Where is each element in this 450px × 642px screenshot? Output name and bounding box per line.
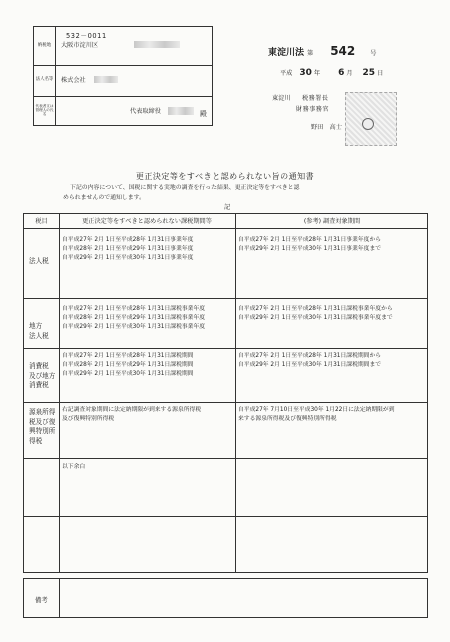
row-reference	[238, 305, 393, 323]
date-day-suffix: 日	[377, 70, 384, 77]
date-year-suffix: 年	[313, 70, 321, 77]
issuer-role-chief: 税務署長	[302, 95, 329, 102]
row-label-line: 得税	[29, 436, 43, 445]
ref-prefix: 東淀川法	[268, 48, 305, 58]
reference-line: 自平成27年 7月10日至平成30年 1月22日に法定納期限が到	[238, 407, 395, 413]
zip-code: 532－0011	[66, 32, 107, 40]
period-line: 自平成28年 2月 1日至平成29年 1月31日事業年度	[62, 245, 194, 252]
date-month-suffix: 月	[346, 70, 353, 77]
row-label-line: 税及び復	[29, 417, 56, 426]
reference-line: 自平成29年 2月 1日至平成30年 1月31日課税期間まで	[238, 361, 382, 368]
taxpayer-address: 大阪市淀川区	[61, 42, 99, 49]
period-line: 自平成28年 2月 1日至平成29年 1月31日課税期間	[62, 361, 194, 368]
row-label-local-corporate-tax	[24, 322, 59, 341]
document-number	[268, 44, 376, 58]
row-label-consumption-tax	[24, 362, 59, 391]
row-label-line: 法人税	[29, 331, 49, 340]
issuer-name: 野田 高士	[311, 124, 342, 131]
body-line-2: められませんので通知します。	[63, 195, 145, 201]
ref-mid: 第	[307, 50, 314, 57]
period-line: 及び復興特別所得税	[62, 415, 115, 422]
row-periods	[62, 236, 193, 263]
redaction-mark	[168, 107, 194, 115]
document-title: 更正決定等をすべきと認められない旨の通知書	[135, 172, 315, 181]
period-line: 自平成27年 2月 1日至平成28年 1月31日課税期間	[62, 353, 194, 359]
seal-mark	[362, 118, 374, 130]
reference-line: 自平成27年 2月 1日至平成28年 1月31日事業年度から	[238, 237, 382, 243]
period-line: 右記調査対象期間に法定納期限が到来する源泉所得税	[62, 407, 202, 413]
representative-title: 代表取締役	[130, 108, 161, 115]
row-label-line: 法人税	[29, 257, 49, 265]
row-label-line: 興特別所	[29, 427, 56, 436]
reference-line: 自平成29年 2月 1日至平成30年 1月31日事業年度まで	[238, 245, 382, 252]
reference-line: 来する源泉所得税及び復興特別所得税	[238, 415, 337, 422]
redaction-mark	[94, 76, 118, 83]
representative-label: 代表者又は管理人の氏名	[34, 96, 56, 126]
taxpayer-address-label: 納税地	[34, 27, 56, 65]
blank-below-marker: 以下余白	[62, 464, 86, 470]
row-periods	[62, 406, 201, 424]
remarks-label: 備考	[35, 596, 48, 604]
ref-suffix: 号	[370, 50, 377, 57]
header-periods: 更正決定等をすべきと認められない課税期間等	[82, 218, 212, 225]
row-label-line: 消費税	[29, 362, 49, 370]
reference-line: 自平成27年 2月 1日至平成28年 1月31日課税期間から	[238, 353, 382, 359]
period-line: 自平成28年 2月 1日至平成29年 1月31日課税事業年度	[62, 314, 206, 321]
row-label-line: 消費税	[29, 381, 49, 390]
ki-mark: 記	[224, 204, 231, 211]
reference-line: 自平成27年 2月 1日至平成28年 1月31日課税事業年度から	[238, 306, 393, 312]
issuer-office: 東淀川	[272, 95, 291, 102]
honorific: 殿	[200, 110, 207, 118]
period-line: 自平成29年 2月 1日至平成30年 1月31日事業年度	[62, 254, 194, 261]
header-reference-period: (参考) 調査対象期間	[303, 218, 361, 225]
row-label-corporate-tax	[24, 257, 59, 267]
period-line: 自平成27年 2月 1日至平成28年 1月31日事業年度	[62, 237, 194, 243]
corp-name-label: 法人名等	[34, 65, 56, 96]
period-line: 自平成29年 2月 1日至平成30年 1月31日課税期間	[62, 370, 194, 377]
issue-date	[280, 68, 383, 78]
row-label-line: 源泉所得	[29, 408, 56, 416]
date-day: 25	[362, 68, 376, 78]
header-tax-item: 税目	[35, 218, 48, 225]
row-periods	[62, 352, 193, 379]
row-reference	[238, 352, 381, 370]
body-line-1: 下記の内容について、国税に関する実地の調査を行った結果、更正決定等をすべきと認	[70, 185, 300, 191]
issuer-role-officer: 財務事務官	[296, 106, 329, 113]
row-label-line: 及び地方	[29, 371, 56, 380]
row-reference	[238, 236, 381, 254]
audit-result-table	[23, 213, 428, 573]
remarks-box	[23, 578, 428, 618]
period-line: 自平成27年 2月 1日至平成28年 1月31日課税事業年度	[62, 306, 206, 312]
date-era: 平成	[280, 70, 293, 77]
addressee-block	[33, 26, 213, 126]
date-month: 6	[338, 68, 345, 78]
redaction-mark	[134, 41, 180, 48]
date-year: 30	[299, 68, 312, 78]
ref-number: 542	[330, 44, 356, 58]
corp-name: 株式会社	[61, 77, 86, 84]
period-line: 自平成29年 2月 1日至平成30年 1月31日課税事業年度	[62, 323, 206, 330]
row-periods	[62, 305, 205, 332]
row-label-line: 地方	[29, 322, 43, 330]
row-reference	[238, 406, 395, 424]
row-label-withholding-tax	[24, 408, 59, 446]
reference-line: 自平成29年 2月 1日至平成30年 1月31日課税事業年度まで	[238, 314, 393, 321]
